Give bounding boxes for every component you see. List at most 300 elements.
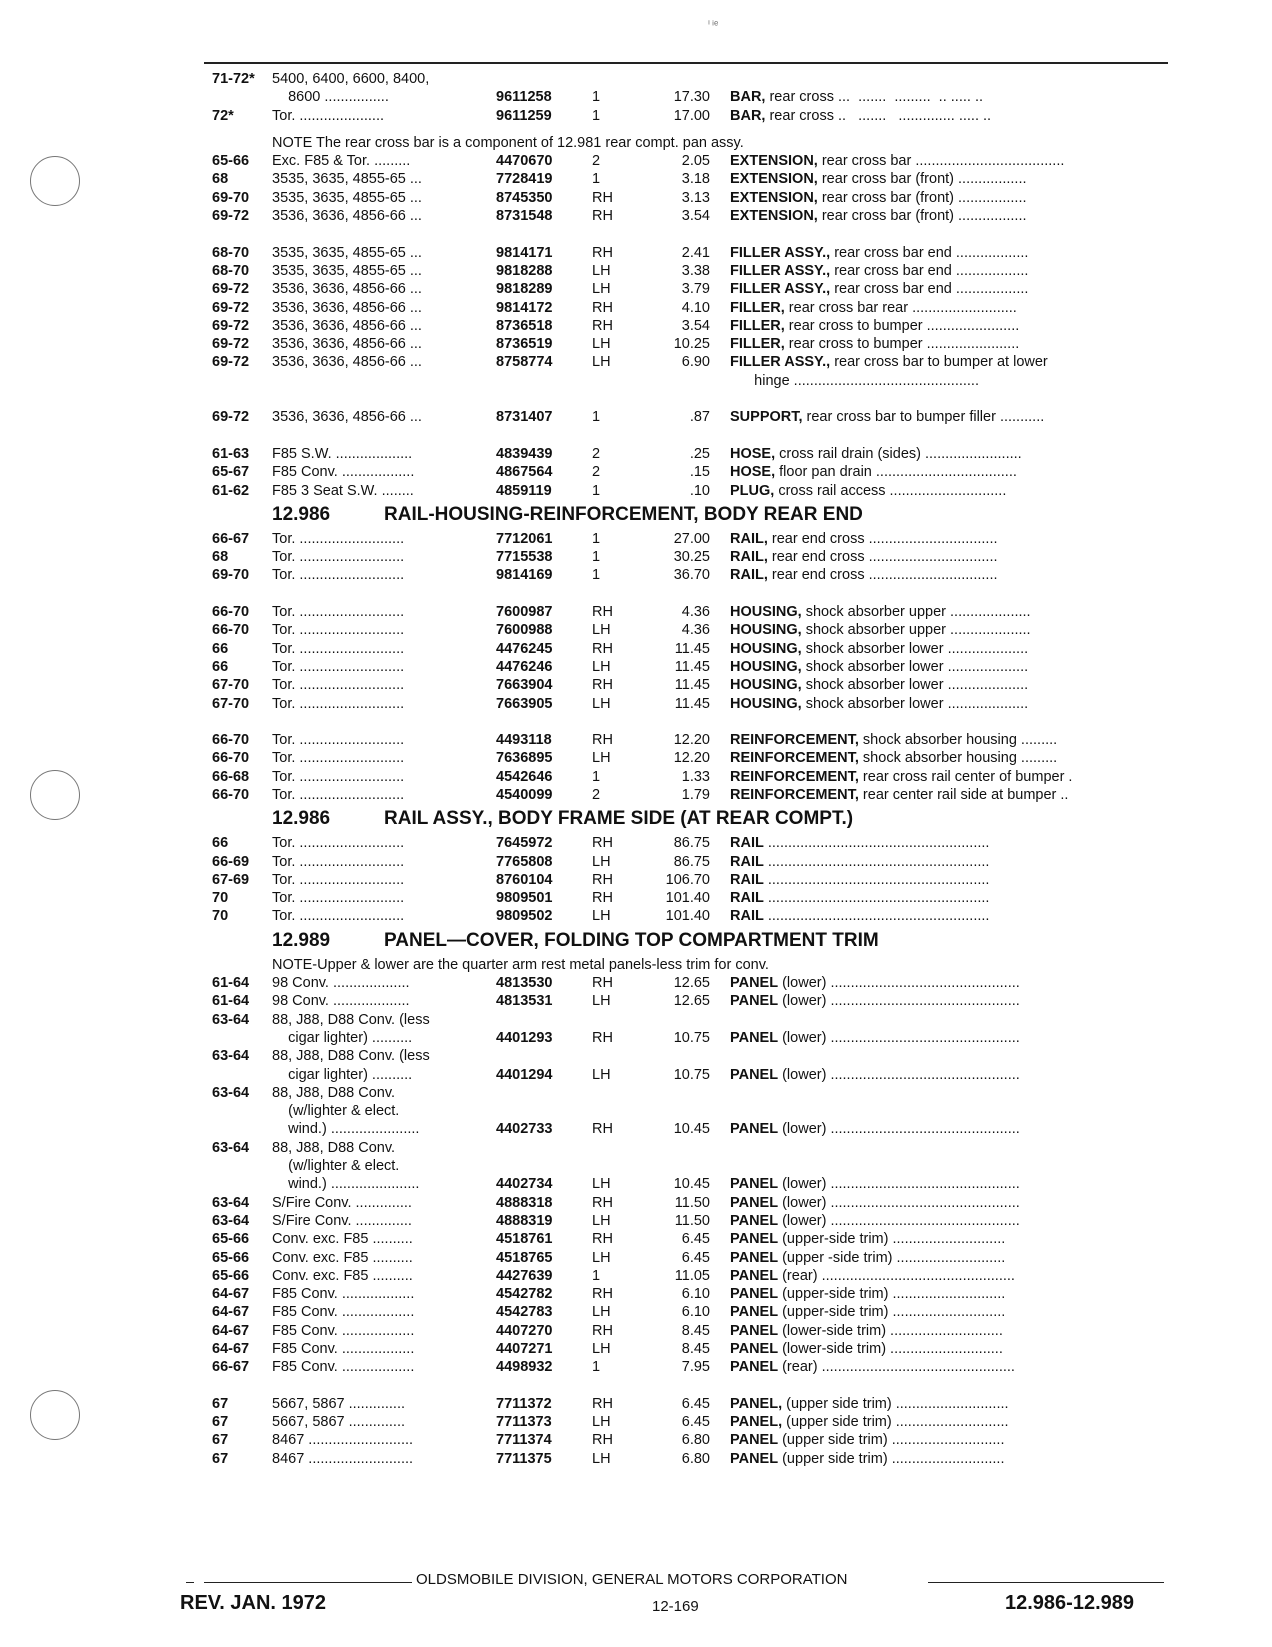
- model-applicability: Tor. ..........................: [272, 768, 405, 785]
- part-row: [212, 189, 1172, 207]
- model-applicability: Tor. ..........................: [272, 567, 405, 584]
- part-row: [212, 731, 1172, 749]
- quantity-side: 1: [592, 107, 601, 124]
- quantity-side: RH: [592, 871, 613, 888]
- model-applicability: Conv. exc. F85 ..........: [272, 1267, 413, 1284]
- year-range: 66-69: [212, 853, 250, 870]
- part-name: EXTENSION,: [730, 153, 818, 170]
- part-row: [212, 299, 1172, 317]
- part-detail: rear center rail side at bumper ..: [858, 786, 1069, 803]
- part-detail: (upper-side trim) ............................: [778, 1286, 1006, 1303]
- model-applicability: 88, J88, D88 Conv.: [272, 1084, 396, 1101]
- part-detail: (upper side trim) ............................: [782, 1395, 1009, 1412]
- part-name: PANEL: [730, 993, 779, 1010]
- part-row: [212, 1358, 1172, 1376]
- quantity-side: LH: [592, 1176, 611, 1193]
- part-row: [212, 88, 1172, 106]
- part-detail: (upper-side trim) ............................: [778, 1231, 1006, 1248]
- part-row: [212, 1120, 1172, 1138]
- part-description: [730, 676, 1170, 694]
- part-detail: shock absorber housing .........: [858, 732, 1058, 749]
- part-name: PANEL: [730, 1212, 779, 1229]
- part-name: RAIL,: [730, 567, 768, 584]
- model-applicability: Tor. ..........................: [272, 695, 405, 712]
- quantity-side: LH: [592, 1450, 611, 1467]
- quantity-side: RH: [592, 1395, 613, 1412]
- quantity-side: RH: [592, 604, 613, 621]
- part-row: [212, 1230, 1172, 1248]
- year-range: 61-64: [212, 993, 250, 1010]
- part-detail: (lower) ...............................................: [778, 1121, 1020, 1138]
- quantity-side: RH: [592, 1432, 613, 1449]
- part-name: EXTENSION,: [730, 208, 818, 225]
- quantity-side: RH: [592, 1231, 613, 1248]
- part-description: [730, 907, 1170, 925]
- part-row: [212, 1139, 1172, 1157]
- part-detail: shock absorber upper ....................: [801, 604, 1031, 621]
- part-detail: cross rail drain (sides) ........................: [775, 445, 1022, 462]
- quantity-side: RH: [592, 640, 613, 657]
- year-range: 66-70: [212, 786, 250, 803]
- quantity-side: LH: [592, 354, 611, 371]
- part-row: [212, 317, 1172, 335]
- price: 106.70: [665, 871, 710, 888]
- year-range: 67-70: [212, 695, 250, 712]
- quantity-side: LH: [592, 262, 611, 279]
- part-description: [730, 749, 1170, 767]
- model-applicability: F85 Conv. ..................: [272, 464, 415, 481]
- price: 3.79: [681, 281, 710, 298]
- model-applicability: Exc. F85 & Tor. .........: [272, 153, 411, 170]
- part-row: [212, 853, 1172, 871]
- part-name: PANEL: [730, 1066, 779, 1083]
- part-detail: rear cross ... ....... ......... .. ..... ..: [765, 89, 983, 106]
- part-row: [212, 1450, 1172, 1468]
- part-number: 4518761: [496, 1231, 553, 1248]
- quantity-side: LH: [592, 1212, 611, 1229]
- model-applicability: 3535, 3635, 4855-65 ...: [272, 171, 422, 188]
- model-applicability: 8467 ..........................: [272, 1450, 414, 1467]
- year-range: 65-67: [212, 464, 250, 481]
- part-detail: (lower) ...............................................: [778, 1212, 1020, 1229]
- quantity-side: LH: [592, 908, 611, 925]
- price: 101.40: [665, 890, 710, 907]
- model-applicability: Tor. ..........................: [272, 640, 405, 657]
- part-name: PANEL,: [730, 1395, 783, 1412]
- punch-hole-top: [30, 156, 80, 206]
- model-applicability: Conv. exc. F85 ..........: [272, 1231, 413, 1248]
- part-row: [212, 548, 1172, 566]
- part-name: RAIL: [730, 871, 764, 888]
- part-description: [730, 695, 1170, 713]
- part-detail: cross rail access .............................: [774, 482, 1007, 499]
- quantity-side: LH: [592, 853, 611, 870]
- part-name: FILLER ASSY.,: [730, 244, 831, 261]
- model-applicability: Tor. ..........................: [272, 890, 405, 907]
- part-row: [212, 889, 1172, 907]
- part-detail: .......................................................: [763, 890, 990, 907]
- year-range: 67: [212, 1414, 229, 1431]
- part-detail: rear cross bar end ..................: [830, 244, 1029, 261]
- model-applicability: F85 S.W. ...................: [272, 445, 413, 462]
- price: 3.18: [681, 171, 710, 188]
- part-description: [730, 482, 1170, 500]
- part-number: 7645972: [496, 835, 553, 852]
- part-description: [730, 207, 1170, 225]
- part-number: 9818289: [496, 281, 553, 298]
- part-row: [212, 170, 1172, 188]
- part-name: FILLER,: [730, 336, 785, 353]
- quantity-side: 1: [592, 171, 601, 188]
- part-name: PANEL: [730, 1286, 779, 1303]
- part-row: [212, 1194, 1172, 1212]
- model-applicability: Tor. ..........................: [272, 786, 405, 803]
- part-description: [730, 463, 1170, 481]
- group-support: [212, 408, 1172, 426]
- part-detail: rear cross bar to bumper at lower: [830, 354, 1048, 371]
- model-applicability: 98 Conv. ...................: [272, 975, 410, 992]
- quantity-side: 2: [592, 786, 601, 803]
- part-number: 4859119: [496, 482, 552, 499]
- part-row: [212, 974, 1172, 992]
- section-number: 12.986: [272, 503, 331, 525]
- year-range: 67: [212, 1450, 229, 1467]
- part-row: [212, 207, 1172, 225]
- year-range: 66: [212, 658, 229, 675]
- year-range: 67: [212, 1395, 229, 1412]
- part-description: [730, 88, 1170, 106]
- footer-revision: REV. JAN. 1972: [180, 1592, 327, 1614]
- model-applicability: F85 Conv. ..................: [272, 1286, 415, 1303]
- price: 3.38: [681, 262, 710, 279]
- model-applicability: 3536, 3636, 4856-66 ...: [272, 354, 422, 371]
- part-description: [730, 244, 1170, 262]
- part-name: PANEL: [730, 1359, 779, 1376]
- part-description: [730, 335, 1170, 353]
- model-applicability: 3536, 3636, 4856-66 ...: [272, 281, 422, 298]
- section-number: 12.989: [272, 929, 331, 951]
- price: 6.90: [681, 354, 710, 371]
- part-row: [212, 463, 1172, 481]
- year-range: 66-67: [212, 1359, 250, 1376]
- quantity-side: RH: [592, 208, 613, 225]
- quantity-side: RH: [592, 1322, 613, 1339]
- part-name: BAR,: [730, 89, 766, 106]
- part-description: [730, 974, 1170, 992]
- group-rail-side: [212, 834, 1172, 925]
- model-applicability: 3536, 3636, 4856-66 ...: [272, 208, 422, 225]
- quantity-side: 2: [592, 445, 601, 462]
- model-applicability: 98 Conv. ...................: [272, 993, 410, 1010]
- year-range: 61-64: [212, 975, 250, 992]
- part-description: [730, 1340, 1170, 1358]
- part-name: PANEL: [730, 1176, 779, 1193]
- model-applicability: cigar lighter) ..........: [272, 1029, 413, 1046]
- part-detail: rear cross bar end ..................: [830, 262, 1029, 279]
- part-description: [730, 603, 1170, 621]
- footer-page-number: 12-169: [652, 1598, 699, 1615]
- top-rule: [204, 62, 1168, 64]
- part-row: [212, 1102, 1172, 1120]
- part-number: 4493118: [496, 732, 552, 749]
- part-detail: (lower) ...............................................: [778, 993, 1020, 1010]
- part-number: 7600987: [496, 604, 553, 621]
- model-applicability: 3535, 3635, 4855-65 ...: [272, 244, 422, 261]
- part-detail: shock absorber upper ....................: [801, 622, 1031, 639]
- group-housing: [212, 603, 1172, 713]
- year-range: 64-67: [212, 1304, 250, 1321]
- part-detail: shock absorber housing .........: [858, 750, 1058, 767]
- price: 8.45: [681, 1322, 710, 1339]
- group-cross-bar: [212, 70, 1172, 125]
- quantity-side: 1: [592, 482, 601, 499]
- quantity-side: RH: [592, 317, 613, 334]
- year-range: 69-72: [212, 354, 250, 371]
- quantity-side: LH: [592, 1304, 611, 1321]
- part-number: 8731548: [496, 208, 553, 225]
- part-number: 7712061: [496, 530, 553, 547]
- price: 6.10: [681, 1286, 710, 1303]
- part-detail: rear cross bar to bumper filler ...........: [802, 409, 1045, 426]
- part-description: [730, 566, 1170, 584]
- part-detail: (lower-side trim) ............................: [778, 1341, 1003, 1357]
- quantity-side: RH: [592, 835, 613, 852]
- model-applicability: Tor. ..........................: [272, 622, 405, 639]
- group-panel-67: [212, 1395, 1172, 1468]
- part-number: 7711374: [496, 1432, 552, 1449]
- model-applicability: 3535, 3635, 4855-65 ...: [272, 189, 422, 206]
- part-detail: rear end cross ................................: [767, 549, 998, 566]
- year-range: 69-72: [212, 409, 250, 426]
- quantity-side: 1: [592, 409, 601, 426]
- price: 11.50: [674, 1212, 710, 1229]
- part-detail: (lower) ...............................................: [778, 1029, 1020, 1046]
- part-number: 7715538: [496, 549, 553, 566]
- part-number: 4476245: [496, 640, 553, 657]
- model-applicability: F85 Conv. ..................: [272, 1304, 415, 1321]
- year-range: 72*: [212, 107, 234, 124]
- price: 12.20: [673, 732, 710, 749]
- model-applicability: 8600 ................: [272, 89, 389, 106]
- part-description: [730, 1029, 1170, 1047]
- part-description: [730, 658, 1170, 676]
- price: 2.41: [681, 244, 710, 261]
- model-applicability: Tor. .....................: [272, 107, 384, 124]
- price: 10.75: [673, 1029, 710, 1046]
- year-range: 67-70: [212, 677, 250, 694]
- part-row: [212, 1212, 1172, 1230]
- part-row: [212, 152, 1172, 170]
- model-applicability: 8467 ..........................: [272, 1432, 414, 1449]
- part-detail: hinge ..............................................: [730, 372, 979, 389]
- price: 6.45: [681, 1395, 710, 1412]
- part-detail: rear end cross ................................: [767, 530, 998, 547]
- part-row: [212, 566, 1172, 584]
- part-name: HOUSING,: [730, 658, 802, 675]
- quantity-side: RH: [592, 890, 613, 907]
- quantity-side: RH: [592, 244, 613, 261]
- quantity-side: LH: [592, 336, 611, 353]
- note-panels: NOTE-Upper & lower are the quarter arm rest metal panels-less trim for conv.: [272, 956, 769, 973]
- quantity-side: LH: [592, 993, 611, 1010]
- part-number: 9818288: [496, 262, 553, 279]
- part-name: PANEL: [730, 1450, 779, 1467]
- quantity-side: RH: [592, 975, 613, 992]
- part-detail: rear cross to bumper .......................: [784, 336, 1020, 353]
- model-applicability: Tor. ..........................: [272, 604, 405, 621]
- part-name: RAIL,: [730, 530, 768, 547]
- year-range: 63-64: [212, 1011, 250, 1028]
- model-applicability: Tor. ..........................: [272, 530, 405, 547]
- part-row: [212, 1267, 1172, 1285]
- section-number: 12.986: [272, 808, 331, 830]
- part-number: 4888319: [496, 1212, 553, 1229]
- part-description: [730, 834, 1170, 852]
- part-description: [730, 992, 1170, 1010]
- part-name: PANEL: [730, 1341, 779, 1357]
- part-number: 8745350: [496, 189, 553, 206]
- section-title: PANEL—COVER, FOLDING TOP COMPARTMENT TRIM: [384, 929, 879, 951]
- model-applicability: 3536, 3636, 4856-66 ...: [272, 299, 422, 316]
- part-name: RAIL,: [730, 549, 768, 566]
- part-name: REINFORCEMENT,: [730, 750, 859, 767]
- quantity-side: LH: [592, 622, 611, 639]
- quantity-side: LH: [592, 658, 611, 675]
- price: 10.75: [673, 1066, 710, 1083]
- price: 4.10: [681, 299, 710, 316]
- price: 6.80: [681, 1450, 710, 1467]
- quantity-side: 1: [592, 567, 601, 584]
- part-row: [212, 1084, 1172, 1102]
- part-detail: (upper side trim) ............................: [782, 1414, 1009, 1431]
- year-range: 69-72: [212, 317, 250, 334]
- part-number: 7663904: [496, 677, 553, 694]
- quantity-side: 2: [592, 153, 601, 170]
- part-description: [730, 1175, 1170, 1193]
- part-number: 7711372: [496, 1395, 552, 1412]
- price: 2.05: [681, 153, 710, 170]
- quantity-side: RH: [592, 299, 613, 316]
- model-applicability: 88, J88, D88 Conv. (less: [272, 1048, 430, 1065]
- group-hose-plug: [212, 445, 1172, 500]
- part-detail: rear cross .. ....... .............. ..... ..: [765, 107, 992, 124]
- price: 86.75: [673, 835, 710, 852]
- quantity-side: RH: [592, 1286, 613, 1303]
- quantity-side: 1: [592, 530, 601, 547]
- part-name: PANEL: [730, 1194, 779, 1211]
- part-number: 4542783: [496, 1304, 553, 1321]
- quantity-side: 1: [592, 768, 601, 785]
- quantity-side: RH: [592, 189, 613, 206]
- model-applicability: 3536, 3636, 4856-66 ...: [272, 317, 422, 334]
- footer-section-range: 12.986-12.989: [1005, 1592, 1135, 1614]
- quantity-side: RH: [592, 677, 613, 694]
- part-name: EXTENSION,: [730, 171, 818, 188]
- part-description: [730, 530, 1170, 548]
- price: 27.00: [673, 530, 710, 547]
- part-row: [212, 1340, 1172, 1358]
- part-number: 4401294: [496, 1066, 553, 1083]
- price: .10: [689, 482, 710, 499]
- part-number: 4407270: [496, 1322, 553, 1339]
- model-applicability: F85 3 Seat S.W. ........: [272, 482, 414, 499]
- price: 8.45: [681, 1341, 710, 1357]
- part-name: HOUSING,: [730, 640, 802, 657]
- part-number: 4839439: [496, 445, 553, 462]
- part-description: [730, 640, 1170, 658]
- part-row: [212, 372, 1172, 390]
- part-row: [212, 603, 1172, 621]
- part-number: 7765808: [496, 853, 553, 870]
- price: 11.45: [674, 677, 710, 694]
- part-number: 4498932: [496, 1359, 553, 1376]
- year-range: 69-72: [212, 208, 250, 225]
- part-row: [212, 871, 1172, 889]
- model-applicability: Tor. ..........................: [272, 871, 405, 888]
- model-applicability: (w/lighter & elect.: [272, 1103, 400, 1120]
- year-range: 69-70: [212, 189, 250, 206]
- year-range: 68-70: [212, 262, 250, 279]
- model-applicability: F85 Conv. ..................: [272, 1322, 415, 1339]
- year-range: 64-67: [212, 1322, 250, 1339]
- group-extension: [212, 152, 1172, 225]
- part-name: HOUSING,: [730, 622, 802, 639]
- section-title: RAIL ASSY., BODY FRAME SIDE (AT REAR COMPT.): [384, 808, 854, 830]
- part-detail: (upper-side trim) ............................: [778, 1304, 1006, 1321]
- group-panel: [212, 974, 1172, 1377]
- year-range: 67-69: [212, 871, 250, 888]
- quantity-side: RH: [592, 1121, 613, 1138]
- quantity-side: LH: [592, 1249, 611, 1266]
- part-description: [730, 280, 1170, 298]
- year-range: 63-64: [212, 1194, 250, 1211]
- part-detail: rear cross bar (front) .................: [817, 171, 1027, 188]
- part-number: 8760104: [496, 871, 553, 888]
- part-row: [212, 1322, 1172, 1340]
- part-description: [730, 1194, 1170, 1212]
- part-name: RAIL: [730, 890, 764, 907]
- part-description: [730, 317, 1170, 335]
- part-number: 8758774: [496, 354, 553, 371]
- quantity-side: LH: [592, 281, 611, 298]
- part-row: [212, 1175, 1172, 1193]
- price: 10.45: [673, 1176, 710, 1193]
- part-row: [212, 621, 1172, 639]
- part-row: [212, 244, 1172, 262]
- quantity-side: RH: [592, 732, 613, 749]
- part-name: FILLER ASSY.,: [730, 281, 831, 298]
- model-applicability: Tor. ..........................: [272, 677, 405, 694]
- year-range: 69-72: [212, 336, 250, 353]
- section-heading-rail-housing: [212, 502, 1172, 528]
- part-description: [730, 152, 1170, 170]
- price: 12.20: [673, 750, 710, 767]
- price: 6.45: [681, 1231, 710, 1248]
- model-applicability: F85 Conv. ..................: [272, 1359, 415, 1376]
- part-detail: (lower-side trim) ............................: [778, 1322, 1003, 1339]
- price: 11.45: [674, 640, 710, 657]
- part-number: 4813530: [496, 975, 553, 992]
- part-detail: (lower) ...............................................: [778, 1194, 1020, 1211]
- part-description: [730, 189, 1170, 207]
- footer-dash: [186, 1582, 194, 1583]
- part-row: [212, 834, 1172, 852]
- price: 4.36: [681, 622, 710, 639]
- part-description: [730, 1303, 1170, 1321]
- quantity-side: LH: [592, 1414, 611, 1431]
- year-range: 71-72*: [212, 71, 255, 87]
- part-row: [212, 107, 1172, 125]
